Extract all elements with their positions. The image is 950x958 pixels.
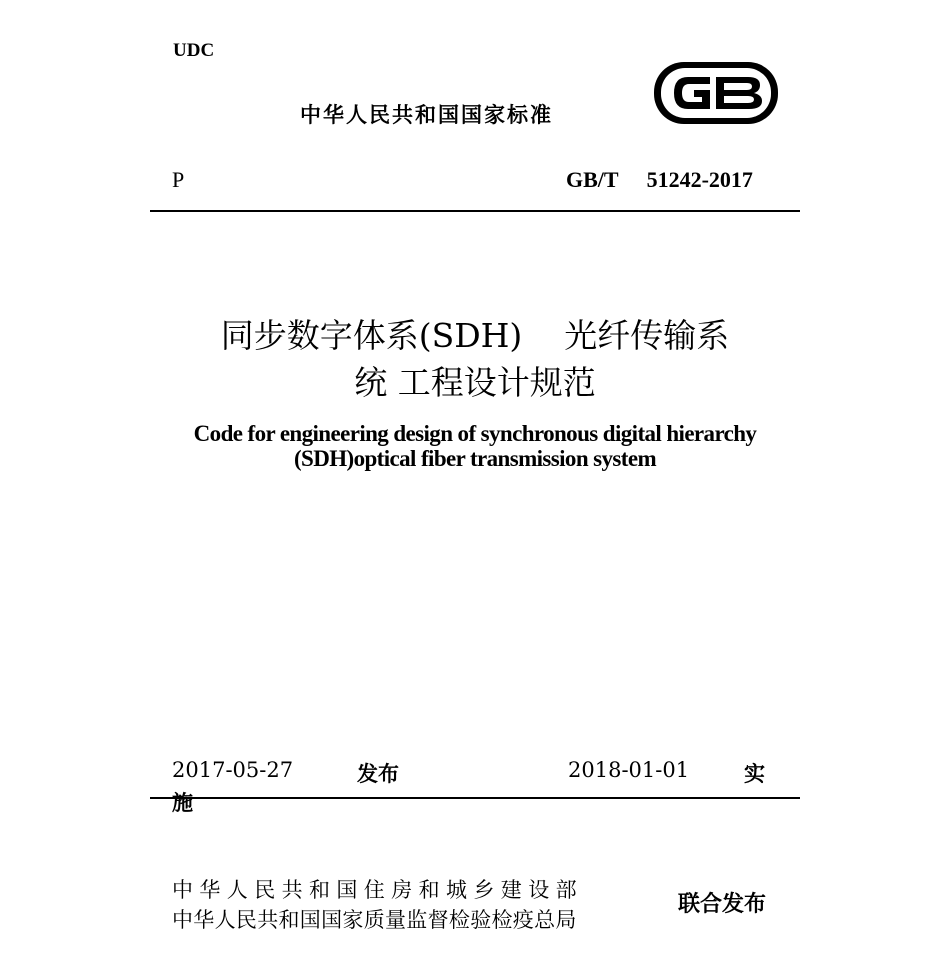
chinese-title [150,312,800,406]
chinese-title-line2: 统 工程设计规范 [354,363,596,402]
english-title-line2: (SDH)optical fiber transmission system [293,446,656,471]
publish-date: 2017-05-27 [172,758,294,782]
publish-label: 发布 [357,762,399,786]
gb-logo [652,60,780,126]
standard-number [566,167,753,193]
standard-prefix: GB/T [566,167,619,192]
english-title-line1: Code for engineering design of synchronous digital hierarchy [193,421,757,446]
implement-label-part2: 施 [172,791,193,815]
top-rule [150,210,800,212]
english-title [120,421,830,471]
chinese-title-line1: 同步数字体系(SDH) 光纤传输系 [220,316,730,355]
publisher-org-mohurd: 中华人民共和国住房和城乡建设部 [172,878,583,902]
national-standard-heading: 中华人民共和国国家标准 [300,103,553,127]
udc-label: UDC [173,40,215,61]
publisher-org-aqsiq: 中华人民共和国国家质量监督检验检疫总局 [172,908,577,932]
implement-date: 2018-01-01 [568,758,690,782]
standard-number-value: 51242-2017 [646,167,753,192]
joint-publish-label: 联合发布 [678,892,767,917]
bottom-rule [150,797,800,799]
classification-code: P [172,167,185,192]
implement-label-part1: 实 [744,762,765,786]
